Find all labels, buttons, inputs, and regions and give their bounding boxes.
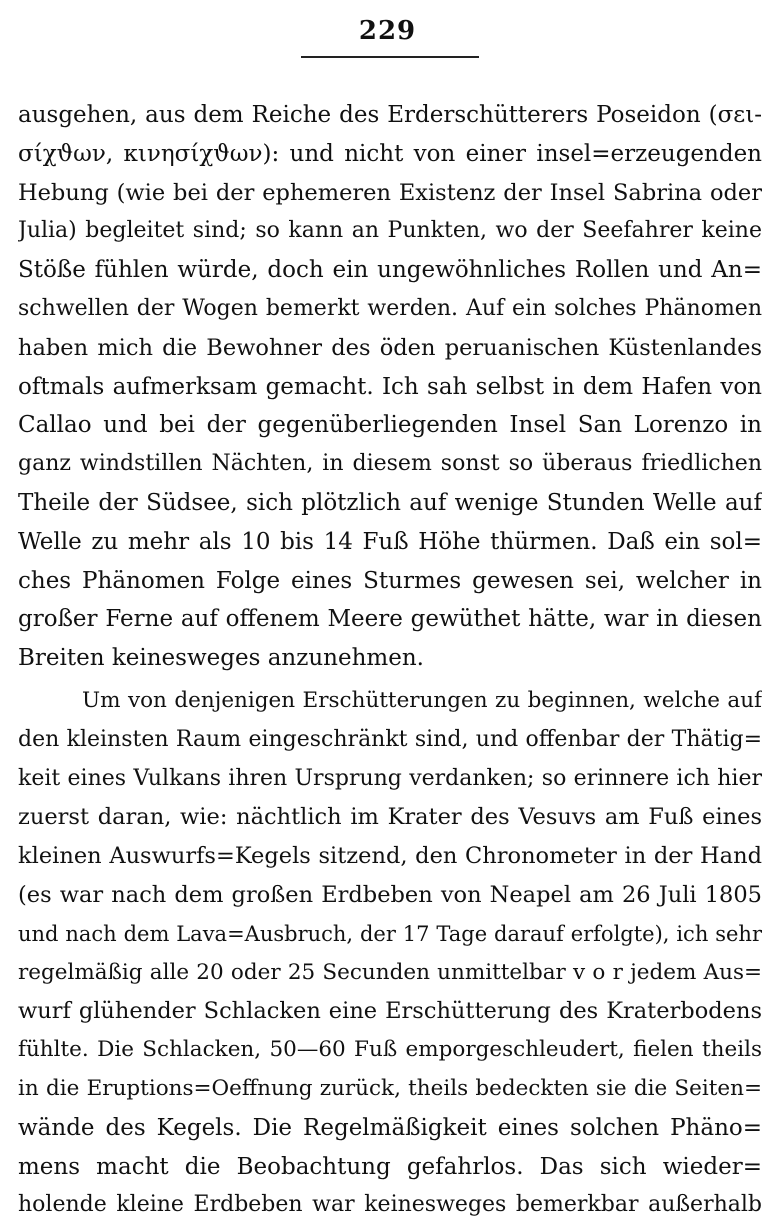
- text-line: Um von denjenigen Erschütterungen zu beginnen, welche auf: [82, 687, 762, 713]
- text-line: Breiten keinesweges anzunehmen.: [18, 645, 424, 672]
- text-line: Julia) begleitet sind; so kann an Punkten, wo der Seefahrer keine: [18, 218, 762, 244]
- text-line: keit eines Vulkans ihren Ursprung verdanken; so erinnere ich hier: [18, 765, 762, 791]
- text-line: den kleinsten Raum eingeschränkt sind, und offenbar der Thätig=: [18, 726, 762, 752]
- text-line: mens macht die Beobachtung gefahrlos. Das sich wieder=: [18, 1153, 762, 1180]
- body-text: [18, 96, 762, 1225]
- text-line: ganz windstillen Nächten, in diesem sonst so überaus friedlichen: [18, 451, 762, 477]
- text-line: Hebung (wie bei der ephemeren Existenz der Insel Sabrina oder: [18, 179, 762, 206]
- text-line: und nach dem Lava=Ausbruch, der 17 Tage darauf erfolgte), ich sehr: [18, 921, 762, 946]
- text-line: oftmals aufmerksam gemacht. Ich sah selbst in dem Hafen von: [18, 373, 762, 400]
- text-line: schwellen der Wogen bemerkt werden. Auf ein solches Phänomen: [18, 295, 762, 321]
- paragraph-2: [18, 682, 762, 1225]
- text-line: Welle zu mehr als 10 bis 14 Fuß Höhe thürmen. Daß ein sol=: [18, 528, 762, 555]
- text-line: haben mich die Bewohner des öden peruanischen Küstenlandes: [18, 334, 762, 361]
- text-line: ches Phänomen Folge eines Sturmes gewesen sei, welcher in: [18, 567, 762, 594]
- text-line: ausgehen, aus dem Reiche des Erderschütterers Poseidon (σει-: [18, 102, 762, 128]
- text-line: wurf glühender Schlacken eine Erschütterung des Kraterbodens: [18, 998, 762, 1025]
- text-line: zuerst daran, wie: nächtlich im Krater des Vesuvs am Fuß eines: [18, 804, 762, 831]
- text-line: Theile der Südsee, sich plötzlich auf wenige Stunden Welle auf: [18, 489, 762, 516]
- header-rule: [301, 56, 479, 58]
- text-line: fühlte. Die Schlacken, 50—60 Fuß emporgeschleudert, fielen theils: [18, 1037, 762, 1063]
- text-line: Stöße fühlen würde, doch ein ungewöhnliches Rollen und An=: [18, 257, 762, 284]
- text-line: regelmäßig alle 20 oder 25 Secunden unmittelbar v o r jedem Aus=: [18, 959, 762, 985]
- page-number: 229: [358, 16, 417, 46]
- text-line: kleinen Auswurfs=Kegels sitzend, den Chronometer in der Hand: [18, 843, 762, 870]
- text-line: (es war nach dem großen Erdbeben von Neapel am 26 Juli 1805: [18, 881, 762, 908]
- text-line: wände des Kegels. Die Regelmäßigkeit eines solchen Phäno=: [18, 1114, 762, 1141]
- text-line: großer Ferne auf offenem Meere gewüthet hätte, war in diesen: [18, 606, 762, 633]
- paragraph-1: [18, 96, 762, 678]
- text-line: σίχϑων, κινησίχϑων): und nicht von einer insel=erzeugenden: [18, 140, 762, 167]
- text-line: in die Eruptions=Oeffnung zurück, theils bedeckten sie die Seiten=: [18, 1075, 762, 1101]
- text-line: holende kleine Erdbeben war keinesweges bemerkbar außerhalb: [18, 1192, 762, 1218]
- text-line: Callao und bei der gegenüberliegenden Insel San Lorenzo in: [18, 412, 762, 439]
